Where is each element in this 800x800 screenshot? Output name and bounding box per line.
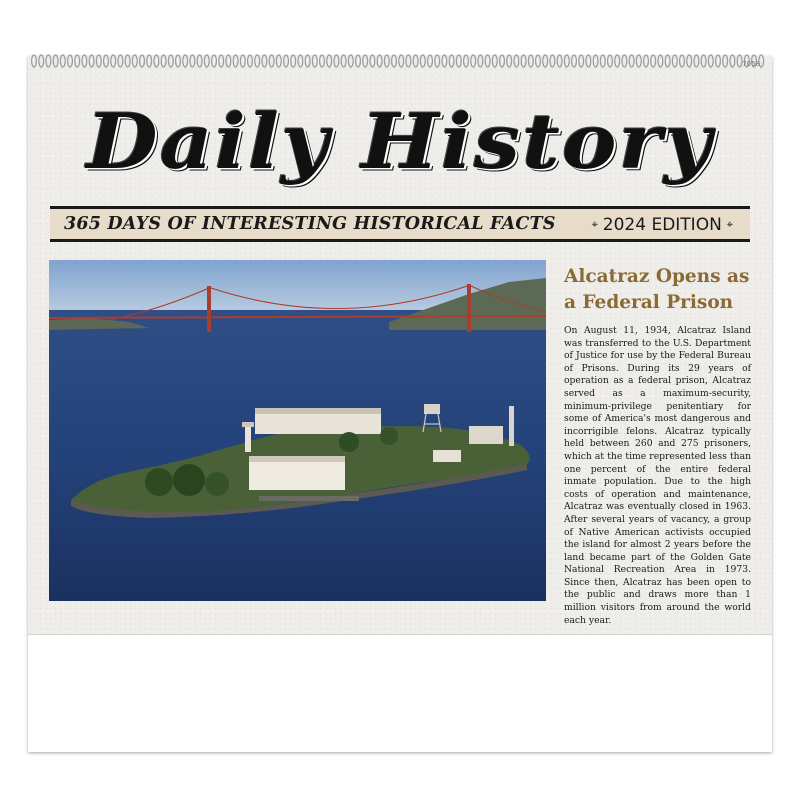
spiral-coil [356,55,361,67]
spiral-coil [456,55,461,67]
spiral-coil [298,55,303,67]
spiral-coil [528,55,533,67]
spiral-coil [716,55,721,67]
spiral-coil [154,55,159,67]
article [564,264,751,627]
spiral-coil [312,55,317,67]
spiral-coil [507,55,512,67]
spiral-coil [348,55,353,67]
spiral-coil [687,55,692,67]
spiral-coil [96,55,101,67]
spiral-coil [521,55,526,67]
spiral-coil [32,55,37,67]
spiral-coil [46,55,51,67]
spiral-coil [471,55,476,67]
spiral-coil [125,55,130,67]
banner-edition: 2024 EDITION [602,215,722,235]
spiral-coil [586,55,591,67]
article-body: On August 11, 1934, Alcatraz Island was transferred to the U.S. Department of Justice for use by the Federal Bureau of Prisons. During its 29 years of operation as a federal prison, Alcatraz served as a maximum-security, minimum-privilege penitentiary for some of America's most dangerous and incorrigible felons. Alcatraz typically held between 260 and 275 prisoners, which at the time represented less than one percent of the entire federal inmate population. Due to the high costs of operation and maintenance, Alcatraz was eventually closed in 1963. After several years of vacancy, a group of Native American activists occupied the island for almost 2 years before the land became part of the Golden Gate National Recreation Area in 1973. Since then, Alcatraz has been open to the public and draws more than 1 million visitors from around the world each year. [564,325,751,626]
spiral-coil [68,55,73,67]
spiral-coil [608,55,613,67]
calendar-top-page [28,56,772,635]
spiral-coil [377,55,382,67]
page-code: 7058 [742,60,760,68]
spiral-coil [730,55,735,67]
spiral-coil [39,55,44,67]
spiral-coil [370,55,375,67]
spiral-coil [694,55,699,67]
spiral-coil [190,55,195,67]
spiral-coil [413,55,418,67]
spiral-coil [291,55,296,67]
spiral-coil [680,55,685,67]
spiral-coil [341,55,346,67]
spiral-coil [665,55,670,67]
spiral-coil [478,55,483,67]
spiral-coil [651,55,656,67]
spiral-coil [284,55,289,67]
spiral-coil [320,55,325,67]
spiral-coil [629,55,634,67]
spiral-coil [305,55,310,67]
spiral-coil [212,55,217,67]
spiral-coil [276,55,281,67]
spiral-coil [514,55,519,67]
spiral-coil [363,55,368,67]
spiral-coil [701,55,706,67]
spiral-coil [168,55,173,67]
spiral-coil [593,55,598,67]
spiral-coil [197,55,202,67]
spiral-coil [226,55,231,67]
spiral-coil [104,55,109,67]
spiral-coil [161,55,166,67]
spiral-coil [622,55,627,67]
wall-calendar [28,56,772,752]
spiral-coil [118,55,123,67]
spiral-coil [269,55,274,67]
spiral-coil [500,55,505,67]
spiral-coil [60,55,65,67]
spiral-coil [428,55,433,67]
spiral-coil [183,55,188,67]
spiral-coil [392,55,397,67]
spiral-coil [248,55,253,67]
spiral-coil [334,55,339,67]
spiral-binding [30,52,770,70]
spiral-coil [723,55,728,67]
banner-edition-group [587,215,738,235]
spiral-coil [449,55,454,67]
spiral-coil [636,55,641,67]
spiral-coil [435,55,440,67]
spiral-coil [658,55,663,67]
spiral-coil [147,55,152,67]
spiral-coil [406,55,411,67]
spiral-coil [600,55,605,67]
spiral-coil [384,55,389,67]
spiral-coil [262,55,267,67]
feature-photo [49,260,546,601]
spiral-coil [442,55,447,67]
spiral-coil [572,55,577,67]
banner-tagline: 365 DAYS OF INTERESTING HISTORICAL FACTS [64,214,556,234]
spiral-coil [536,55,541,67]
spiral-coil [132,55,137,67]
masthead [28,82,772,202]
spiral-coil [204,55,209,67]
spiral-coil [53,55,58,67]
spiral-coil [420,55,425,67]
ornament-left-icon: ⌖ [591,218,598,231]
masthead-title: Daily History [86,97,714,187]
spiral-coil [564,55,569,67]
spiral-coil [550,55,555,67]
spiral-coil [176,55,181,67]
spiral-coil [485,55,490,67]
spiral-coil [140,55,145,67]
spiral-coil [255,55,260,67]
spiral-coil [464,55,469,67]
spiral-coil [399,55,404,67]
spiral-coil [543,55,548,67]
article-headline: Alcatraz Opens as a Federal Prison [564,266,750,313]
spiral-coil [240,55,245,67]
spiral-coil [672,55,677,67]
spiral-coil [111,55,116,67]
ornament-right-icon: ⌖ [726,218,733,231]
spiral-coil [89,55,94,67]
spiral-coil [327,55,332,67]
spiral-coil [219,55,224,67]
calendar-bottom-page [28,635,772,752]
spiral-coil [75,55,80,67]
tagline-banner [50,206,750,242]
spiral-coil [615,55,620,67]
spiral-coil [644,55,649,67]
alcatraz-photo [49,260,546,601]
spiral-coil [579,55,584,67]
spiral-coil [233,55,238,67]
spiral-coil [492,55,497,67]
spiral-coil [708,55,713,67]
spiral-coil [82,55,87,67]
spiral-coil [557,55,562,67]
